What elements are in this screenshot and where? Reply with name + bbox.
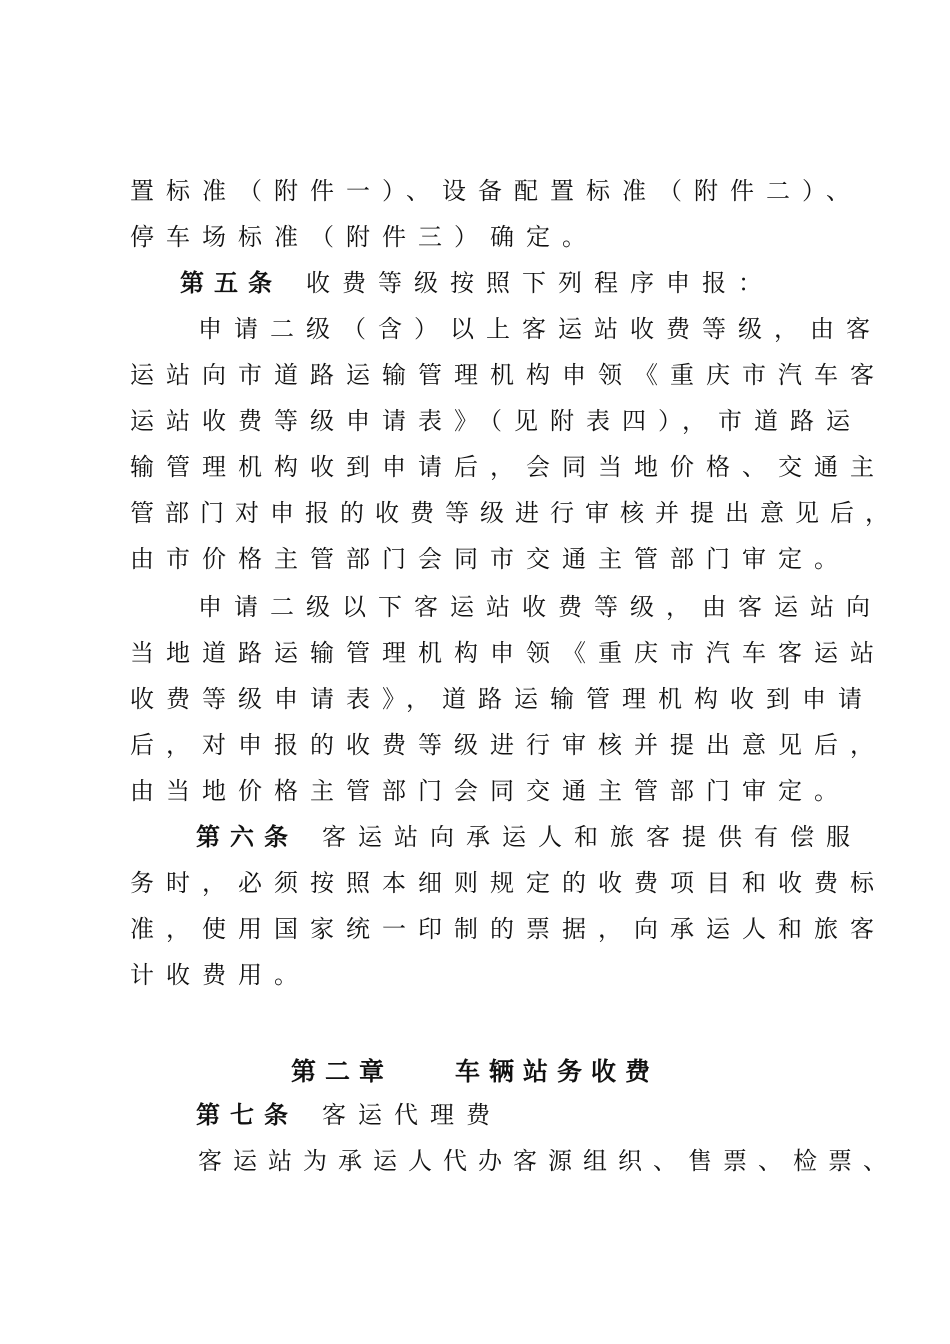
article-5-heading: 第五条 bbox=[180, 269, 282, 297]
text-line: 运站向市道路运输管理机构申领《重庆市汽车客 bbox=[130, 361, 886, 389]
article-6-heading: 第六条 bbox=[196, 823, 298, 851]
text-line: 由市价格主管部门会同市交通主管部门审定。 bbox=[130, 545, 850, 573]
text-line: 停车场标准（附件三）确定。 bbox=[130, 223, 598, 251]
text-line: 管部门对申报的收费等级进行审核并提出意见后， bbox=[130, 499, 900, 527]
text-line: 后，对申报的收费等级进行审核并提出意见后， bbox=[130, 731, 886, 759]
paragraph-first-line: 申请二级以下客运站收费等级，由客运站向 bbox=[198, 593, 882, 621]
text-line: 务时，必须按照本细则规定的收费项目和收费标 bbox=[130, 869, 886, 897]
text-line: 准，使用国家统一印制的票据，向承运人和旅客 bbox=[130, 915, 886, 943]
article-5-text: 收费等级按照下列程序申报： bbox=[306, 269, 774, 297]
article-5 bbox=[180, 263, 850, 303]
text-line: 当地道路运输管理机构申领《重庆市汽车客运站 bbox=[130, 639, 886, 667]
article-6-text: 客运站向承运人和旅客提供有偿服 bbox=[322, 823, 862, 851]
text-line: 计收费用。 bbox=[130, 961, 310, 989]
article-7 bbox=[196, 1095, 850, 1135]
chapter-number: 第二章 bbox=[290, 1057, 393, 1086]
text-line: 置标准（附件一）、设备配置标准（附件二）、 bbox=[130, 177, 862, 205]
chapter-title: 车辆站务收费 bbox=[455, 1057, 660, 1086]
text-line: 输管理机构收到申请后，会同当地价格、交通主 bbox=[130, 453, 886, 481]
text-line: 由当地价格主管部门会同交通主管部门审定。 bbox=[130, 777, 850, 805]
article-7-text: 客运代理费 bbox=[322, 1101, 502, 1129]
chapter-heading bbox=[0, 1050, 950, 1094]
paragraph-first-line: 客运站为承运人代办客源组织、售票、检票、 bbox=[198, 1147, 898, 1175]
article-7-heading: 第七条 bbox=[196, 1101, 298, 1129]
paragraph-first-line: 申请二级（含）以上客运站收费等级，由客 bbox=[198, 315, 882, 343]
text-line: 收费等级申请表》，道路运输管理机构收到申请 bbox=[130, 685, 874, 713]
article-6 bbox=[196, 817, 862, 857]
text-line: 运站收费等级申请表》（见附表四），市道路运 bbox=[130, 407, 862, 435]
